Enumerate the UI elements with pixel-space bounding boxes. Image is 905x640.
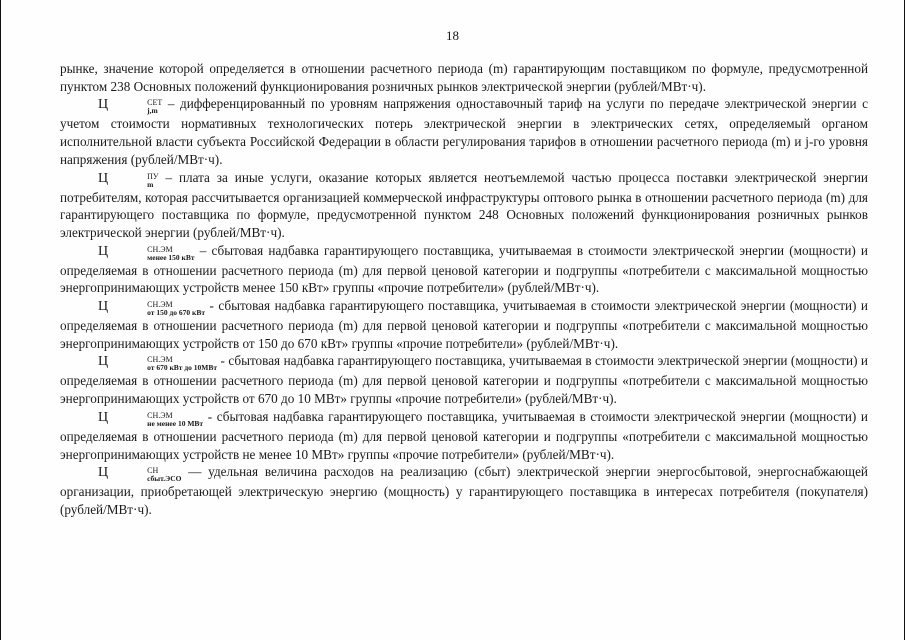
paragraph-text: – сбытовая надбавка гарантирующего поставщика, учитываемая в стоимости электрической энергии (мощности) и определяемая в отношении расчетного периода (m) для первой ценовой категории и подгруппы «потребители с максимальной мощностью энергопринимающих устройств менее 150 кВт» группы «прочие потребители» (рублей/МВт·ч).: [60, 242, 868, 296]
paragraph-text: рынке, значение которой определяется в отношении расчетного периода (m) гарантирующим поставщиком по формуле, предусмотренной пунктом 238 Основных положений функционирования розничных рынков электрической энергии (рублей/МВт·ч).: [60, 61, 868, 94]
paragraph: [60, 297, 868, 352]
formula-symbol: [98, 243, 195, 262]
symbol-subscript: j,m: [147, 106, 158, 116]
formula-symbol: [98, 170, 159, 189]
symbol-base: Ц: [98, 409, 109, 425]
symbol-superscript: СН.ЭМ: [147, 300, 173, 310]
paragraph-text: — удельная величина расходов на реализацию (сбыт) электрической энергии энергосбытовой, энергоснабжающей организации, приобретающей электрическую энергию (мощность) у гарантирующего поставщика в интересах потребителя (покупателя) (рублей/МВт·ч).: [60, 464, 868, 517]
paragraph: [60, 95, 868, 168]
paragraph-text: - сбытовая надбавка гарантирующего поставщика, учитываемая в стоимости электрической энергии (мощности) и определяемая в отношении расчетного периода (m) для первой ценовой категории и подгруппы «потребители с максимальной мощностью энергопринимающих устройств от 150 до 670 кВт» группы «прочие потребители» (рублей/МВт·ч).: [60, 298, 868, 351]
page-number: 18: [446, 28, 459, 43]
symbol-base: Ц: [98, 170, 109, 186]
symbol-superscript: СН.ЭМ: [147, 244, 173, 254]
paragraph-text: – дифференцированный по уровням напряжения одноставочный тариф на услуги по передаче электрической энергии с учетом стоимости нормативных технологических потерь электрической энергии в электрических сетях, определяемый органом исполнительной власти субъекта Российской Федерации в области регулирования тарифов в отношении расчетного периода (m) и j-го уровня напряжения (рублей/МВт·ч).: [60, 96, 868, 167]
symbol-superscript: ПУ: [147, 171, 159, 181]
symbol-base: Ц: [98, 97, 109, 113]
symbol-subscript: от 670 кВт до 10МВт: [147, 363, 218, 373]
symbol-base: Ц: [98, 465, 109, 481]
formula-symbol: [98, 354, 218, 373]
symbol-subscript: m: [147, 179, 154, 189]
symbol-subscript: не менее 10 МВт: [147, 418, 204, 428]
symbol-superscript: СН.ЭМ: [147, 410, 173, 420]
paragraph: [60, 169, 868, 242]
symbol-subscript: от 150 до 670 кВт: [147, 308, 206, 318]
symbol-superscript: СН: [147, 466, 159, 476]
paragraph-text: - сбытовая надбавка гарантирующего поставщика, учитываемая в стоимости электрической энергии (мощности) и определяемая в отношении расчетного периода (m) для первой ценовой категории и подгруппы «потребители с максимальной мощностью энергопринимающих устройств от 670 до 10 МВт» группы «прочие потребители» (рублей/МВт·ч).: [60, 353, 868, 407]
symbol-base: Ц: [98, 354, 109, 370]
body-text: [60, 60, 868, 519]
symbol-subscript: сбыт.ЭСО: [147, 474, 182, 484]
symbol-base: Ц: [98, 299, 109, 315]
symbol-superscript: СН.ЭМ: [147, 355, 173, 365]
paragraph: [60, 242, 868, 297]
symbol-superscript: СЕТ: [147, 98, 163, 108]
paragraph: [60, 60, 868, 95]
symbol-base: Ц: [98, 243, 109, 259]
paragraph: [60, 408, 868, 463]
formula-symbol: [98, 465, 182, 484]
formula-symbol: [98, 409, 204, 428]
formula-symbol: [98, 299, 206, 318]
formula-symbol: [98, 97, 163, 116]
paragraph: [60, 352, 868, 407]
paragraph-text: – плата за иные услуги, оказание которых является неотъемлемой частью процесса поставки электрической энергии потребителям, которая рассчитывается организацией коммерческой инфраструктуры оптового рынка в отношении расчетного периода (m) для гарантирующего поставщика по формуле, предусмотренной пунктом 248 Основных положений функционирования розничных рынков электрической энергии (рублей/МВт·ч).: [60, 169, 868, 240]
symbol-subscript: менее 150 кВт: [147, 252, 195, 262]
page-edge-left: [0, 0, 1, 640]
paragraph-text: - сбытовая надбавка гарантирующего поставщика, учитываемая в стоимости электрической энергии (мощности) и определяемая в отношении расчетного периода (m) для первой ценовой категории и подгруппы «потребители с максимальной мощностью энергопринимающих устройств не менее 10 МВт» группы «прочие потребители» (рублей/МВт·ч).: [60, 408, 868, 462]
paragraph: [60, 463, 868, 518]
